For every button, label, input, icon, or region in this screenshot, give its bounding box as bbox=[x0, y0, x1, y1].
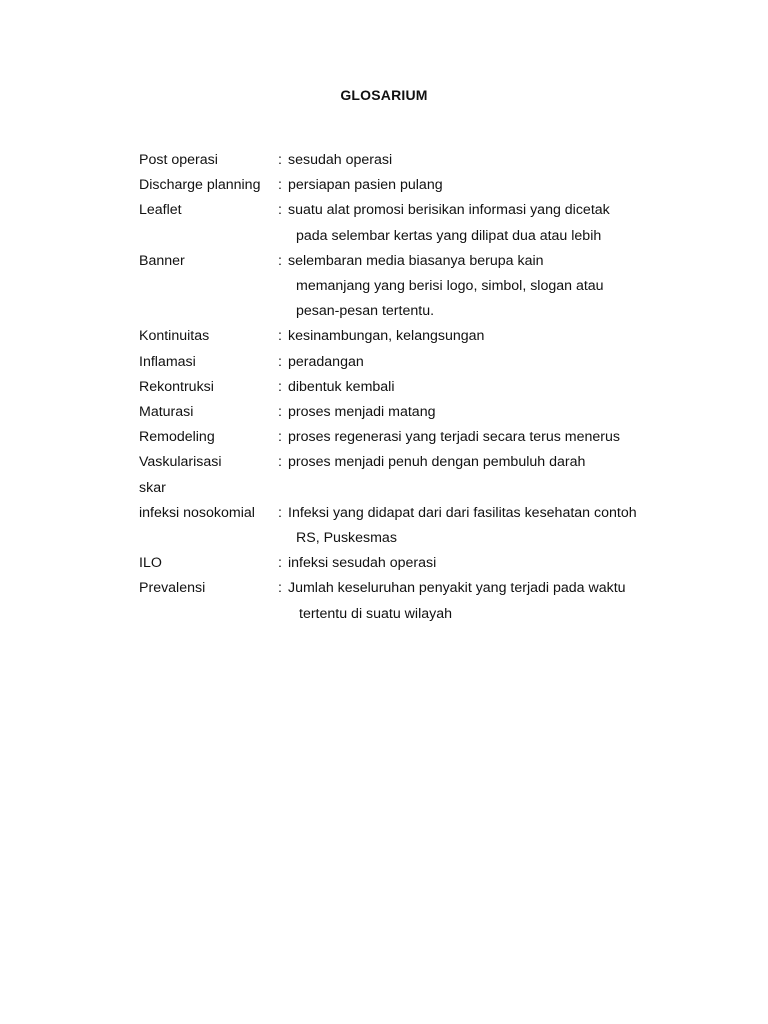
glossary-separator: : bbox=[278, 504, 282, 521]
glossary-term: Kontinuitas bbox=[139, 328, 210, 345]
glossary-definition bbox=[288, 350, 699, 375]
glossary-definition bbox=[288, 375, 699, 400]
glossary-term: Post operasi bbox=[139, 152, 218, 168]
glossary-entry bbox=[139, 476, 699, 501]
glossary-definition bbox=[288, 400, 699, 425]
glossary-definition bbox=[288, 425, 699, 450]
glossary-separator: : bbox=[278, 378, 282, 395]
glossary-definition bbox=[288, 148, 699, 173]
glossary-entry bbox=[139, 249, 699, 325]
glossary-separator: : bbox=[278, 353, 282, 370]
glossary-entry bbox=[139, 425, 699, 450]
glossary-separator: : bbox=[278, 454, 282, 471]
definition-line: proses menjadi matang bbox=[288, 404, 436, 421]
glossary-separator: : bbox=[278, 328, 282, 345]
glossary-separator: : bbox=[278, 252, 282, 269]
glossary-term: Remodeling bbox=[139, 429, 215, 446]
glossary-definition bbox=[288, 476, 699, 501]
glossary-entry bbox=[139, 501, 699, 551]
definition-line: memanjang yang berisi logo, simbol, slogan atau bbox=[296, 278, 604, 295]
definition-line: pada selembar kertas yang dilipat dua atau lebih bbox=[296, 227, 602, 244]
glossary-separator: : bbox=[278, 404, 282, 421]
definition-line: tertentu di suatu wilayah bbox=[299, 605, 453, 622]
glossary-separator: : bbox=[278, 580, 282, 597]
glossary-term: Discharge planning bbox=[139, 177, 261, 194]
glossary-entry bbox=[139, 198, 699, 248]
glossary-separator: : bbox=[278, 152, 282, 168]
glossary-entry bbox=[139, 173, 699, 198]
glossary-separator: : bbox=[278, 555, 282, 572]
glossary-definition bbox=[288, 249, 699, 325]
glossary-separator bbox=[278, 476, 288, 501]
glossary-term: skar bbox=[139, 479, 166, 496]
page-title: GLOSARIUM bbox=[340, 87, 428, 103]
definition-line: persiapan pasien pulang bbox=[288, 177, 443, 194]
glossary-entry bbox=[139, 148, 699, 173]
glossary-entry bbox=[139, 551, 699, 576]
glossary-entry bbox=[139, 350, 699, 375]
definition-line: peradangan bbox=[288, 353, 364, 370]
glossary-separator: : bbox=[278, 177, 282, 194]
glossary-term: Vaskularisasi bbox=[139, 454, 222, 471]
glossary-list bbox=[139, 148, 699, 627]
glossary-term: Inflamasi bbox=[139, 353, 196, 370]
glossary-definition bbox=[288, 198, 699, 248]
glossary-separator: : bbox=[278, 429, 282, 446]
glossary-term: Rekontruksi bbox=[139, 378, 214, 395]
definition-line bbox=[288, 476, 699, 501]
glossary-entry bbox=[139, 375, 699, 400]
glossary-definition bbox=[288, 576, 699, 626]
definition-line: infeksi sesudah operasi bbox=[288, 555, 437, 572]
glossary-definition bbox=[288, 501, 699, 551]
definition-line: Jumlah keseluruhan penyakit yang terjadi pada waktu bbox=[288, 580, 626, 597]
definition-line: pesan-pesan tertentu. bbox=[296, 303, 435, 320]
glossary-entry bbox=[139, 400, 699, 425]
glossary-term: infeksi nosokomial bbox=[139, 504, 255, 521]
definition-line: sesudah operasi bbox=[288, 152, 393, 168]
definition-line: proses menjadi penuh dengan pembuluh darah bbox=[288, 454, 586, 471]
glossary-definition bbox=[288, 450, 699, 475]
glossary-term: Maturasi bbox=[139, 404, 194, 421]
definition-line: suatu alat promosi berisikan informasi yang dicetak bbox=[288, 202, 610, 219]
glossary-definition bbox=[288, 173, 699, 198]
glossary-entry bbox=[139, 576, 699, 626]
definition-line: Infeksi yang didapat dari dari fasilitas kesehatan contoh bbox=[288, 504, 637, 521]
definition-line: RS, Puskesmas bbox=[296, 530, 397, 547]
definition-line: selembaran media biasanya berupa kain bbox=[288, 252, 544, 269]
definition-line: kesinambungan, kelangsungan bbox=[288, 328, 485, 345]
definition-line: dibentuk kembali bbox=[288, 378, 395, 395]
definition-line: proses regenerasi yang terjadi secara terus menerus bbox=[288, 429, 620, 446]
glossary-separator: : bbox=[278, 202, 282, 219]
glossary-term: Banner bbox=[139, 252, 185, 269]
glossary-definition bbox=[288, 324, 699, 349]
glossary-term: Prevalensi bbox=[139, 580, 206, 597]
glossary-entry bbox=[139, 324, 699, 349]
glossary-term: Leaflet bbox=[139, 202, 182, 219]
glossary-entry bbox=[139, 450, 699, 475]
glossary-term: ILO bbox=[139, 555, 162, 572]
glossary-definition bbox=[288, 551, 699, 576]
